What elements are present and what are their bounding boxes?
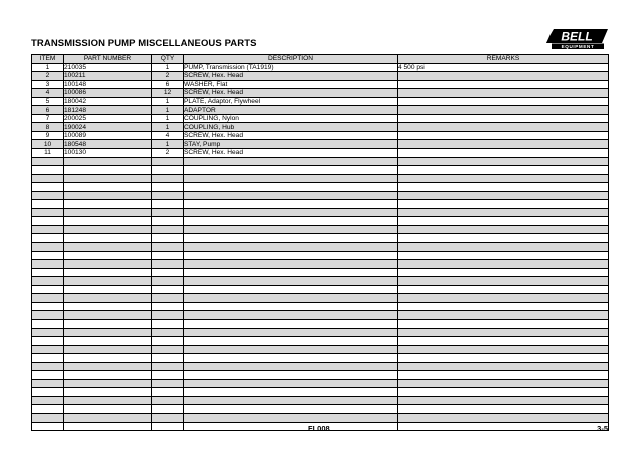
cell-part-number: 200025	[64, 114, 152, 123]
table-row-empty	[32, 405, 609, 414]
cell-remarks	[398, 183, 609, 192]
cell-part-number	[64, 234, 152, 243]
cell-remarks	[398, 114, 609, 123]
cell-item	[32, 379, 64, 388]
cell-remarks	[398, 217, 609, 226]
cell-qty: 1	[152, 106, 184, 115]
cell-item	[32, 294, 64, 303]
cell-part-number	[64, 311, 152, 320]
cell-description	[184, 345, 398, 354]
cell-qty	[152, 345, 184, 354]
cell-remarks	[398, 294, 609, 303]
cell-description	[184, 251, 398, 260]
cell-remarks	[398, 243, 609, 252]
cell-qty	[152, 396, 184, 405]
cell-description	[184, 200, 398, 209]
cell-qty: 2	[152, 149, 184, 158]
cell-description	[184, 422, 398, 431]
cell-remarks	[398, 268, 609, 277]
cell-description	[184, 183, 398, 192]
cell-remarks	[398, 362, 609, 371]
cell-description	[184, 413, 398, 422]
cell-part-number	[64, 379, 152, 388]
table-row-empty	[32, 354, 609, 363]
table-row-empty	[32, 319, 609, 328]
cell-part-number	[64, 422, 152, 431]
table-row-empty	[32, 191, 609, 200]
table-row-empty	[32, 294, 609, 303]
cell-part-number	[64, 183, 152, 192]
cell-item: 8	[32, 123, 64, 132]
cell-item	[32, 362, 64, 371]
cell-qty	[152, 328, 184, 337]
cell-item	[32, 157, 64, 166]
table-row-empty	[32, 388, 609, 397]
cell-remarks	[398, 345, 609, 354]
cell-remarks	[398, 277, 609, 286]
table-row-empty	[32, 174, 609, 183]
cell-description	[184, 234, 398, 243]
column-header-part-number: PART NUMBER	[64, 55, 152, 64]
cell-item	[32, 243, 64, 252]
cell-qty: 1	[152, 140, 184, 149]
cell-qty	[152, 405, 184, 414]
cell-item: 10	[32, 140, 64, 149]
cell-qty: 1	[152, 63, 184, 72]
cell-item	[32, 328, 64, 337]
cell-remarks	[398, 234, 609, 243]
cell-remarks	[398, 149, 609, 158]
cell-remarks	[398, 131, 609, 140]
cell-remarks	[398, 251, 609, 260]
table-row-empty	[32, 302, 609, 311]
cell-description	[184, 388, 398, 397]
cell-remarks	[398, 302, 609, 311]
table-row-empty	[32, 166, 609, 175]
table-row-empty	[32, 200, 609, 209]
cell-description	[184, 157, 398, 166]
cell-part-number	[64, 354, 152, 363]
page-title: TRANSMISSION PUMP MISCELLANEOUS PARTS	[31, 38, 257, 49]
cell-part-number	[64, 371, 152, 380]
cell-part-number	[64, 191, 152, 200]
cell-part-number	[64, 208, 152, 217]
cell-remarks	[398, 123, 609, 132]
cell-part-number: 100130	[64, 149, 152, 158]
table-row	[32, 106, 609, 115]
cell-description: STAY, Pump	[184, 140, 398, 149]
logo-text: BELL	[561, 29, 593, 44]
cell-qty	[152, 217, 184, 226]
cell-remarks	[398, 405, 609, 414]
cell-part-number	[64, 294, 152, 303]
column-header-item: ITEM	[32, 55, 64, 64]
cell-item	[32, 405, 64, 414]
table-row-empty	[32, 260, 609, 269]
cell-part-number	[64, 243, 152, 252]
cell-description	[184, 174, 398, 183]
cell-part-number: 100211	[64, 72, 152, 81]
page-number: 3-5	[597, 424, 608, 433]
table-row-empty	[32, 251, 609, 260]
cell-remarks	[398, 200, 609, 209]
cell-description	[184, 319, 398, 328]
cell-remarks	[398, 328, 609, 337]
cell-description	[184, 277, 398, 286]
cell-item	[32, 413, 64, 422]
cell-remarks	[398, 140, 609, 149]
cell-item: 5	[32, 97, 64, 106]
cell-item: 7	[32, 114, 64, 123]
table-row	[32, 89, 609, 98]
cell-part-number	[64, 166, 152, 175]
cell-qty	[152, 319, 184, 328]
column-header-remarks: REMARKS	[398, 55, 609, 64]
cell-qty	[152, 285, 184, 294]
cell-description	[184, 260, 398, 269]
cell-remarks	[398, 174, 609, 183]
table-row-empty	[32, 396, 609, 405]
cell-qty: 6	[152, 80, 184, 89]
cell-description	[184, 379, 398, 388]
cell-part-number: 100086	[64, 89, 152, 98]
cell-description	[184, 302, 398, 311]
cell-remarks	[398, 379, 609, 388]
parts-table	[31, 54, 609, 431]
cell-item	[32, 200, 64, 209]
cell-description	[184, 337, 398, 346]
cell-remarks	[398, 106, 609, 115]
cell-item	[32, 234, 64, 243]
cell-remarks	[398, 72, 609, 81]
cell-description: COUPLING, Nylon	[184, 114, 398, 123]
cell-remarks	[398, 260, 609, 269]
cell-item: 6	[32, 106, 64, 115]
table-row	[32, 114, 609, 123]
cell-item	[32, 354, 64, 363]
cell-qty	[152, 294, 184, 303]
cell-part-number	[64, 405, 152, 414]
cell-remarks	[398, 225, 609, 234]
cell-qty	[152, 200, 184, 209]
cell-description	[184, 311, 398, 320]
cell-description: SCREW, Hex. Head	[184, 72, 398, 81]
parts-table-body	[32, 63, 609, 431]
cell-part-number	[64, 217, 152, 226]
cell-qty	[152, 243, 184, 252]
cell-description	[184, 217, 398, 226]
cell-remarks	[398, 166, 609, 175]
table-row	[32, 149, 609, 158]
cell-description	[184, 371, 398, 380]
cell-remarks	[398, 191, 609, 200]
table-row-empty	[32, 328, 609, 337]
table-row-empty	[32, 277, 609, 286]
cell-description	[184, 362, 398, 371]
cell-remarks	[398, 285, 609, 294]
cell-description: PLATE, Adaptor, Flywheel	[184, 97, 398, 106]
cell-remarks	[398, 422, 609, 431]
table-row-empty	[32, 311, 609, 320]
cell-description	[184, 225, 398, 234]
table-row-empty	[32, 208, 609, 217]
cell-item	[32, 166, 64, 175]
cell-description: WASHER, Flat	[184, 80, 398, 89]
cell-part-number	[64, 413, 152, 422]
cell-item	[32, 191, 64, 200]
cell-qty	[152, 388, 184, 397]
cell-qty	[152, 379, 184, 388]
cell-item	[32, 388, 64, 397]
cell-qty	[152, 337, 184, 346]
cell-remarks	[398, 208, 609, 217]
table-row	[32, 63, 609, 72]
cell-description: SCREW, Hex. Head	[184, 131, 398, 140]
cell-part-number: 181248	[64, 106, 152, 115]
cell-part-number	[64, 260, 152, 269]
cell-remarks	[398, 157, 609, 166]
cell-part-number: 180042	[64, 97, 152, 106]
cell-remarks	[398, 396, 609, 405]
cell-item: 4	[32, 89, 64, 98]
cell-part-number	[64, 337, 152, 346]
cell-part-number	[64, 302, 152, 311]
cell-qty	[152, 413, 184, 422]
cell-remarks	[398, 413, 609, 422]
cell-description	[184, 396, 398, 405]
cell-remarks	[398, 311, 609, 320]
table-row-empty	[32, 337, 609, 346]
cell-item: 11	[32, 149, 64, 158]
table-row	[32, 97, 609, 106]
table-row	[32, 140, 609, 149]
cell-remarks	[398, 80, 609, 89]
cell-part-number	[64, 388, 152, 397]
cell-qty	[152, 208, 184, 217]
table-row-empty	[32, 413, 609, 422]
table-header-row	[32, 55, 609, 64]
cell-part-number: 100089	[64, 131, 152, 140]
cell-remarks	[398, 97, 609, 106]
table-row-empty	[32, 268, 609, 277]
cell-qty	[152, 362, 184, 371]
cell-part-number	[64, 319, 152, 328]
cell-remarks	[398, 319, 609, 328]
table-row-empty	[32, 243, 609, 252]
cell-qty	[152, 234, 184, 243]
cell-remarks	[398, 388, 609, 397]
table-row	[32, 131, 609, 140]
table-row-empty	[32, 225, 609, 234]
cell-description: SCREW, Hex. Head	[184, 149, 398, 158]
cell-part-number	[64, 285, 152, 294]
cell-qty	[152, 166, 184, 175]
cell-description: SCREW, Hex. Head	[184, 89, 398, 98]
cell-remarks	[398, 337, 609, 346]
cell-item	[32, 396, 64, 405]
cell-qty	[152, 183, 184, 192]
cell-qty	[152, 277, 184, 286]
cell-item	[32, 345, 64, 354]
cell-qty	[152, 174, 184, 183]
cell-part-number: 210035	[64, 63, 152, 72]
table-row-empty	[32, 183, 609, 192]
table-row-empty	[32, 371, 609, 380]
cell-qty	[152, 225, 184, 234]
cell-description	[184, 191, 398, 200]
cell-qty: 12	[152, 89, 184, 98]
cell-qty	[152, 354, 184, 363]
cell-item: 1	[32, 63, 64, 72]
cell-description	[184, 285, 398, 294]
cell-part-number	[64, 251, 152, 260]
cell-item	[32, 337, 64, 346]
table-row-empty	[32, 234, 609, 243]
cell-part-number	[64, 362, 152, 371]
cell-part-number	[64, 345, 152, 354]
logo-subtext: EQUIPMENT	[561, 44, 595, 50]
cell-part-number	[64, 174, 152, 183]
cell-description: PUMP, Transmission (TA1919)	[184, 63, 398, 72]
table-row-empty	[32, 379, 609, 388]
column-header-qty: QTY	[152, 55, 184, 64]
cell-item	[32, 371, 64, 380]
cell-part-number: 190024	[64, 123, 152, 132]
cell-part-number	[64, 396, 152, 405]
cell-description	[184, 166, 398, 175]
column-header-description: DESCRIPTION	[184, 55, 398, 64]
cell-part-number	[64, 277, 152, 286]
cell-item	[32, 251, 64, 260]
cell-item	[32, 217, 64, 226]
cell-description	[184, 208, 398, 217]
cell-qty	[152, 260, 184, 269]
table-row-empty	[32, 285, 609, 294]
cell-item	[32, 183, 64, 192]
cell-part-number	[64, 268, 152, 277]
cell-item	[32, 174, 64, 183]
cell-qty: 1	[152, 114, 184, 123]
cell-part-number	[64, 225, 152, 234]
cell-description	[184, 243, 398, 252]
cell-description	[184, 328, 398, 337]
cell-qty	[152, 371, 184, 380]
cell-item	[32, 225, 64, 234]
table-row-empty	[32, 345, 609, 354]
cell-item: 3	[32, 80, 64, 89]
cell-qty: 1	[152, 123, 184, 132]
cell-qty: 4	[152, 131, 184, 140]
cell-part-number	[64, 200, 152, 209]
cell-description	[184, 268, 398, 277]
cell-description	[184, 354, 398, 363]
cell-qty	[152, 311, 184, 320]
cell-item	[32, 311, 64, 320]
cell-description: COUPLING, Hub	[184, 123, 398, 132]
cell-qty	[152, 268, 184, 277]
table-row-empty	[32, 217, 609, 226]
cell-remarks	[398, 371, 609, 380]
table-row-empty	[32, 362, 609, 371]
cell-qty	[152, 157, 184, 166]
table-row	[32, 72, 609, 81]
cell-description: ADAPTOR	[184, 106, 398, 115]
cell-item	[32, 260, 64, 269]
cell-item	[32, 302, 64, 311]
cell-item	[32, 422, 64, 431]
cell-remarks: 4 500 psi	[398, 63, 609, 72]
cell-qty: 2	[152, 72, 184, 81]
cell-qty	[152, 422, 184, 431]
cell-qty	[152, 191, 184, 200]
cell-part-number	[64, 328, 152, 337]
cell-qty	[152, 251, 184, 260]
cell-remarks	[398, 89, 609, 98]
cell-part-number	[64, 157, 152, 166]
cell-description	[184, 405, 398, 414]
cell-item	[32, 319, 64, 328]
cell-description	[184, 294, 398, 303]
cell-part-number: 180548	[64, 140, 152, 149]
document-code: FL008	[308, 424, 330, 433]
cell-remarks	[398, 354, 609, 363]
cell-item	[32, 285, 64, 294]
cell-item	[32, 208, 64, 217]
cell-item: 9	[32, 131, 64, 140]
cell-part-number: 100148	[64, 80, 152, 89]
cell-item: 2	[32, 72, 64, 81]
table-row	[32, 80, 609, 89]
cell-qty: 1	[152, 97, 184, 106]
cell-item	[32, 268, 64, 277]
table-row-empty	[32, 157, 609, 166]
cell-qty	[152, 302, 184, 311]
table-row	[32, 123, 609, 132]
cell-item	[32, 277, 64, 286]
bell-equipment-logo	[544, 28, 610, 55]
